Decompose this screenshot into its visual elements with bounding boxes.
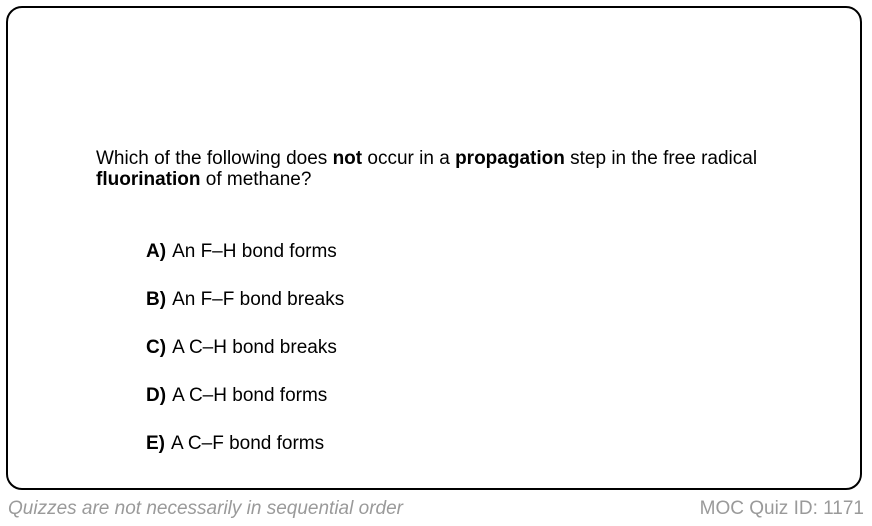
option-text: A C–H bond forms [172, 385, 328, 406]
question-emphasis-fluorination: fluorination [96, 169, 201, 190]
question-text [96, 148, 836, 190]
footer-note: Quizzes are not necessarily in sequential order [8, 498, 403, 519]
question-part-2: occur in a [362, 148, 456, 169]
question-part-3: step in the free radical [564, 148, 758, 169]
quiz-card [6, 6, 862, 490]
answer-options [146, 240, 344, 480]
option-text: A C–H bond breaks [172, 337, 337, 358]
option-a[interactable] [146, 240, 344, 264]
option-letter: E) [146, 433, 165, 454]
question-emphasis-propagation: propagation [455, 148, 565, 169]
option-e[interactable] [146, 432, 344, 456]
question-emphasis-not: not [332, 148, 363, 169]
option-text: An F–H bond forms [172, 241, 337, 262]
option-letter: D) [146, 385, 167, 406]
quiz-id: MOC Quiz ID: 1171 [699, 498, 864, 519]
option-letter: A) [146, 241, 167, 262]
option-text: An F–F bond breaks [172, 289, 345, 310]
question-part-4: of methane? [200, 169, 312, 190]
option-c[interactable] [146, 336, 344, 360]
option-b[interactable] [146, 288, 344, 312]
option-letter: B) [146, 289, 167, 310]
option-text: A C–F bond forms [171, 433, 325, 454]
option-letter: C) [146, 337, 167, 358]
question-part-1: Which of the following does [96, 148, 333, 169]
option-d[interactable] [146, 384, 344, 408]
